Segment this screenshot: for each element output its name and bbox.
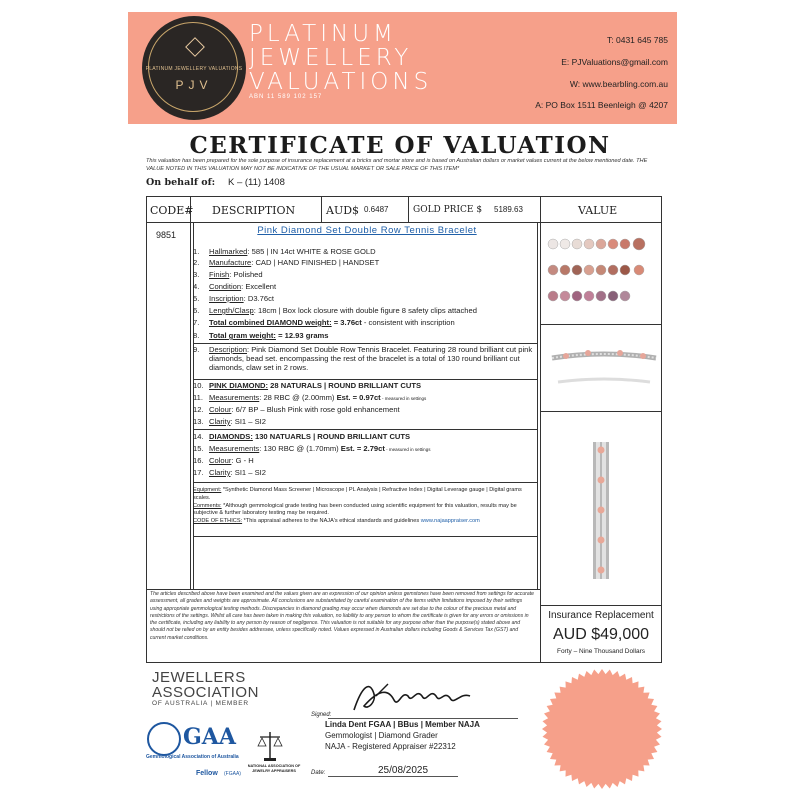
valuation-disclaimer: This valuation has been prepared for the sole purpose of insurance replacement at a bricks and mortar store and is based on Australian dollars or market values current at the below mentioned date. THE VALUE NOTED IN THIS VALUATION MAY NOT BE INDICATIVE OF THE USUAL MARKET OR SALE PRICE OF THIS ITEM* [146,158,648,172]
item-title: Pink Diamond Set Double Row Tennis Bracelet [257,225,477,236]
behalf-value: K – (11) 1408 [228,177,285,188]
row-hallmarked: 1. Hallmarked: 585 | IN 14ct WHITE & ROSE GOLD [193,247,376,256]
jewellers-association-line-1: JEWELLERS [152,669,246,686]
aud-label: AUD$ [326,204,360,217]
scales-of-justice-icon [257,730,283,762]
date-line [328,776,458,777]
brand-line-2: JEWELLERY [249,45,413,71]
code-header: CODE# [150,204,194,217]
grader-registration: NAJA - Registered Appraiser #22312 [325,742,456,751]
jewellers-association-line-2: ASSOCIATION [152,684,259,701]
date-label: Date: [311,770,326,776]
row-total-diamond-weight: 7. Total combined DIAMOND weight: = 3.76ct - consistent with inscription [193,318,455,327]
certificate-title: CERTIFICATE OF VALUATION [189,132,611,159]
gaa-globe-icon [147,722,181,756]
certificate-seal [541,668,663,790]
fellow-label: Fellow [196,770,218,777]
row-finish: 3. Finish: Polished [193,270,263,279]
contact-phone: T: 0431 645 785 [607,35,668,45]
naja-link[interactable]: www.najaappraiser.com [420,518,480,525]
row-length-clasp: 6. Length/Clasp: 18cm | Box lock closure with double figure 8 safety clips attached [193,306,477,315]
row-description: 9. Description: Pink Diamond Set Double Row Tennis Bracelet. Featuring 28 round brilliant cut pink diamonds, bead set. encompassing the rest of the bracelet is a total of 130 round brilliant cut diamonds, claw set in 2 rows. [193,345,533,372]
row-diamonds: 14. DIAMONDS: 130 NATUARLS | ROUND BRILLIANT CUTS [193,432,411,441]
description-header: DESCRIPTION [212,204,296,217]
gold-price-value: 5189.63 [494,205,523,214]
row-pink-measurements: 11. Measurements: 28 RBC @ (2.00mm) Est. = 0.97ct - measured in settings [193,393,427,402]
row-pink-clarity: 13. Clarity: SI1 – SI2 [193,417,266,426]
behalf-label: On behalf of: [146,177,216,188]
contact-email: E: PJValuations@gmail.com [561,57,668,67]
row-pink-colour: 12. Colour: 6/7 BP – Blush Pink with rose gold enhancement [193,405,400,414]
valuation-date: 25/08/2025 [378,765,429,776]
abn-number: ABN 11 589 102 157 [249,94,323,100]
value-header: VALUE [578,204,618,217]
row-total-gram-weight: 8. Total gram weight: = 12.93 grams [193,331,329,340]
aud-value: 0.6487 [364,205,389,214]
contact-address: A: PO Box 1511 Beenleigh @ 4207 [535,100,668,110]
signature-line [328,718,518,719]
row-diamond-measurements: 15. Measurements: 130 RBC @ (1.70mm) Est. = 2.79ct - measured in settings [193,444,431,453]
item-code: 9851 [156,230,177,240]
row-manufacture: 2. Manufacture: CAD | HAND FINISHED | HANDSET [193,258,380,267]
appraiser-signature [348,676,478,720]
pjv-logo: PLATINUM JEWELLERY VALUATIONS PJV [142,16,246,120]
jewellers-association-line-3: OF AUSTRALIA | MEMBER [152,700,249,707]
row-diamond-clarity: 17. Clarity: SI1 – SI2 [193,468,266,477]
row-condition: 4. Condition: Excellent [193,282,277,291]
diamond-colour-chart-image [543,226,659,321]
testing-notes: Equipment: *Synthetic Diamond Mass Screener | Microscope | PL Analysis | Refractive Index | Digital Leverage gauge | Digital grams scales. Comments: *Although gemmological grade testing has been conducted using scientific equipment for this valuation, results may be subjective & further laboratory testing may be required. CODE OF ETHICS: *This appraisal adheres to the NAJA's ethical standards and guidelines www.najaappraiser.com [193,487,522,525]
naja-logo-text: NATIONAL ASSOCIATION OF JEWELRY APPRAISERS [247,764,301,773]
row-inscription: 5. Inscription: D3.76ct [193,294,275,303]
gaa-subtitle: Gemmological Association of Australia [146,754,239,760]
grader-name: Linda Dent FGAA | BBus | Member NAJA [325,720,480,729]
gaa-logo-text: GAA [183,724,236,750]
terms-conditions: The articles described above have been examined and the values given are an expression of our opinion unless gemstones have been removed from settings for accurate assessment, all grades and weights are approximate. All conclusions are substantiated by careful examination of the items within limitations imposed by their settings using appropriate gemmological testing methods. Discrepancies in diamond grading may occur when diamonds are set due to the colour of the precious metal and restrictions of the settings. Whilst all care has been taken in making this valuation, no liability to any person to whom the certificate is given for any errors or omissions in the certificate, including any liability to any person by reason of negligence. This valuation is not suitable for any purpose other than the purpose(s) stated above and should not be relied on by an entity besides addressee, unless specifically noted. Values expressed in Australian dollars including Goods & Services Tax (GST) and current market conditions. [150,591,534,641]
gold-price-label: GOLD PRICE $ [413,205,483,215]
fellow-subtitle: (FGAA) [224,771,241,777]
bracelet-side-view-image [583,438,619,583]
row-pink-diamond: 10. PINK DIAMOND: 28 NATURALS | ROUND BRILLIANT CUTS [193,381,422,390]
signed-label: Signed: [311,712,332,718]
insurance-label: Insurance Replacement [548,610,654,621]
insurance-value-words: Forty – Nine Thousand Dollars [556,648,646,655]
contact-website: W: www.bearbling.com.au [569,79,668,89]
brand-line-3: VALUATIONS [249,69,433,95]
insurance-value: AUD $49,000 [552,626,650,643]
row-diamond-colour: 16. Colour: G - H [193,456,254,465]
grader-role: Gemmologist | Diamond Grader [325,731,438,740]
bracelet-top-view-image [548,348,660,388]
brand-line-1: PLATINUM [249,21,397,47]
